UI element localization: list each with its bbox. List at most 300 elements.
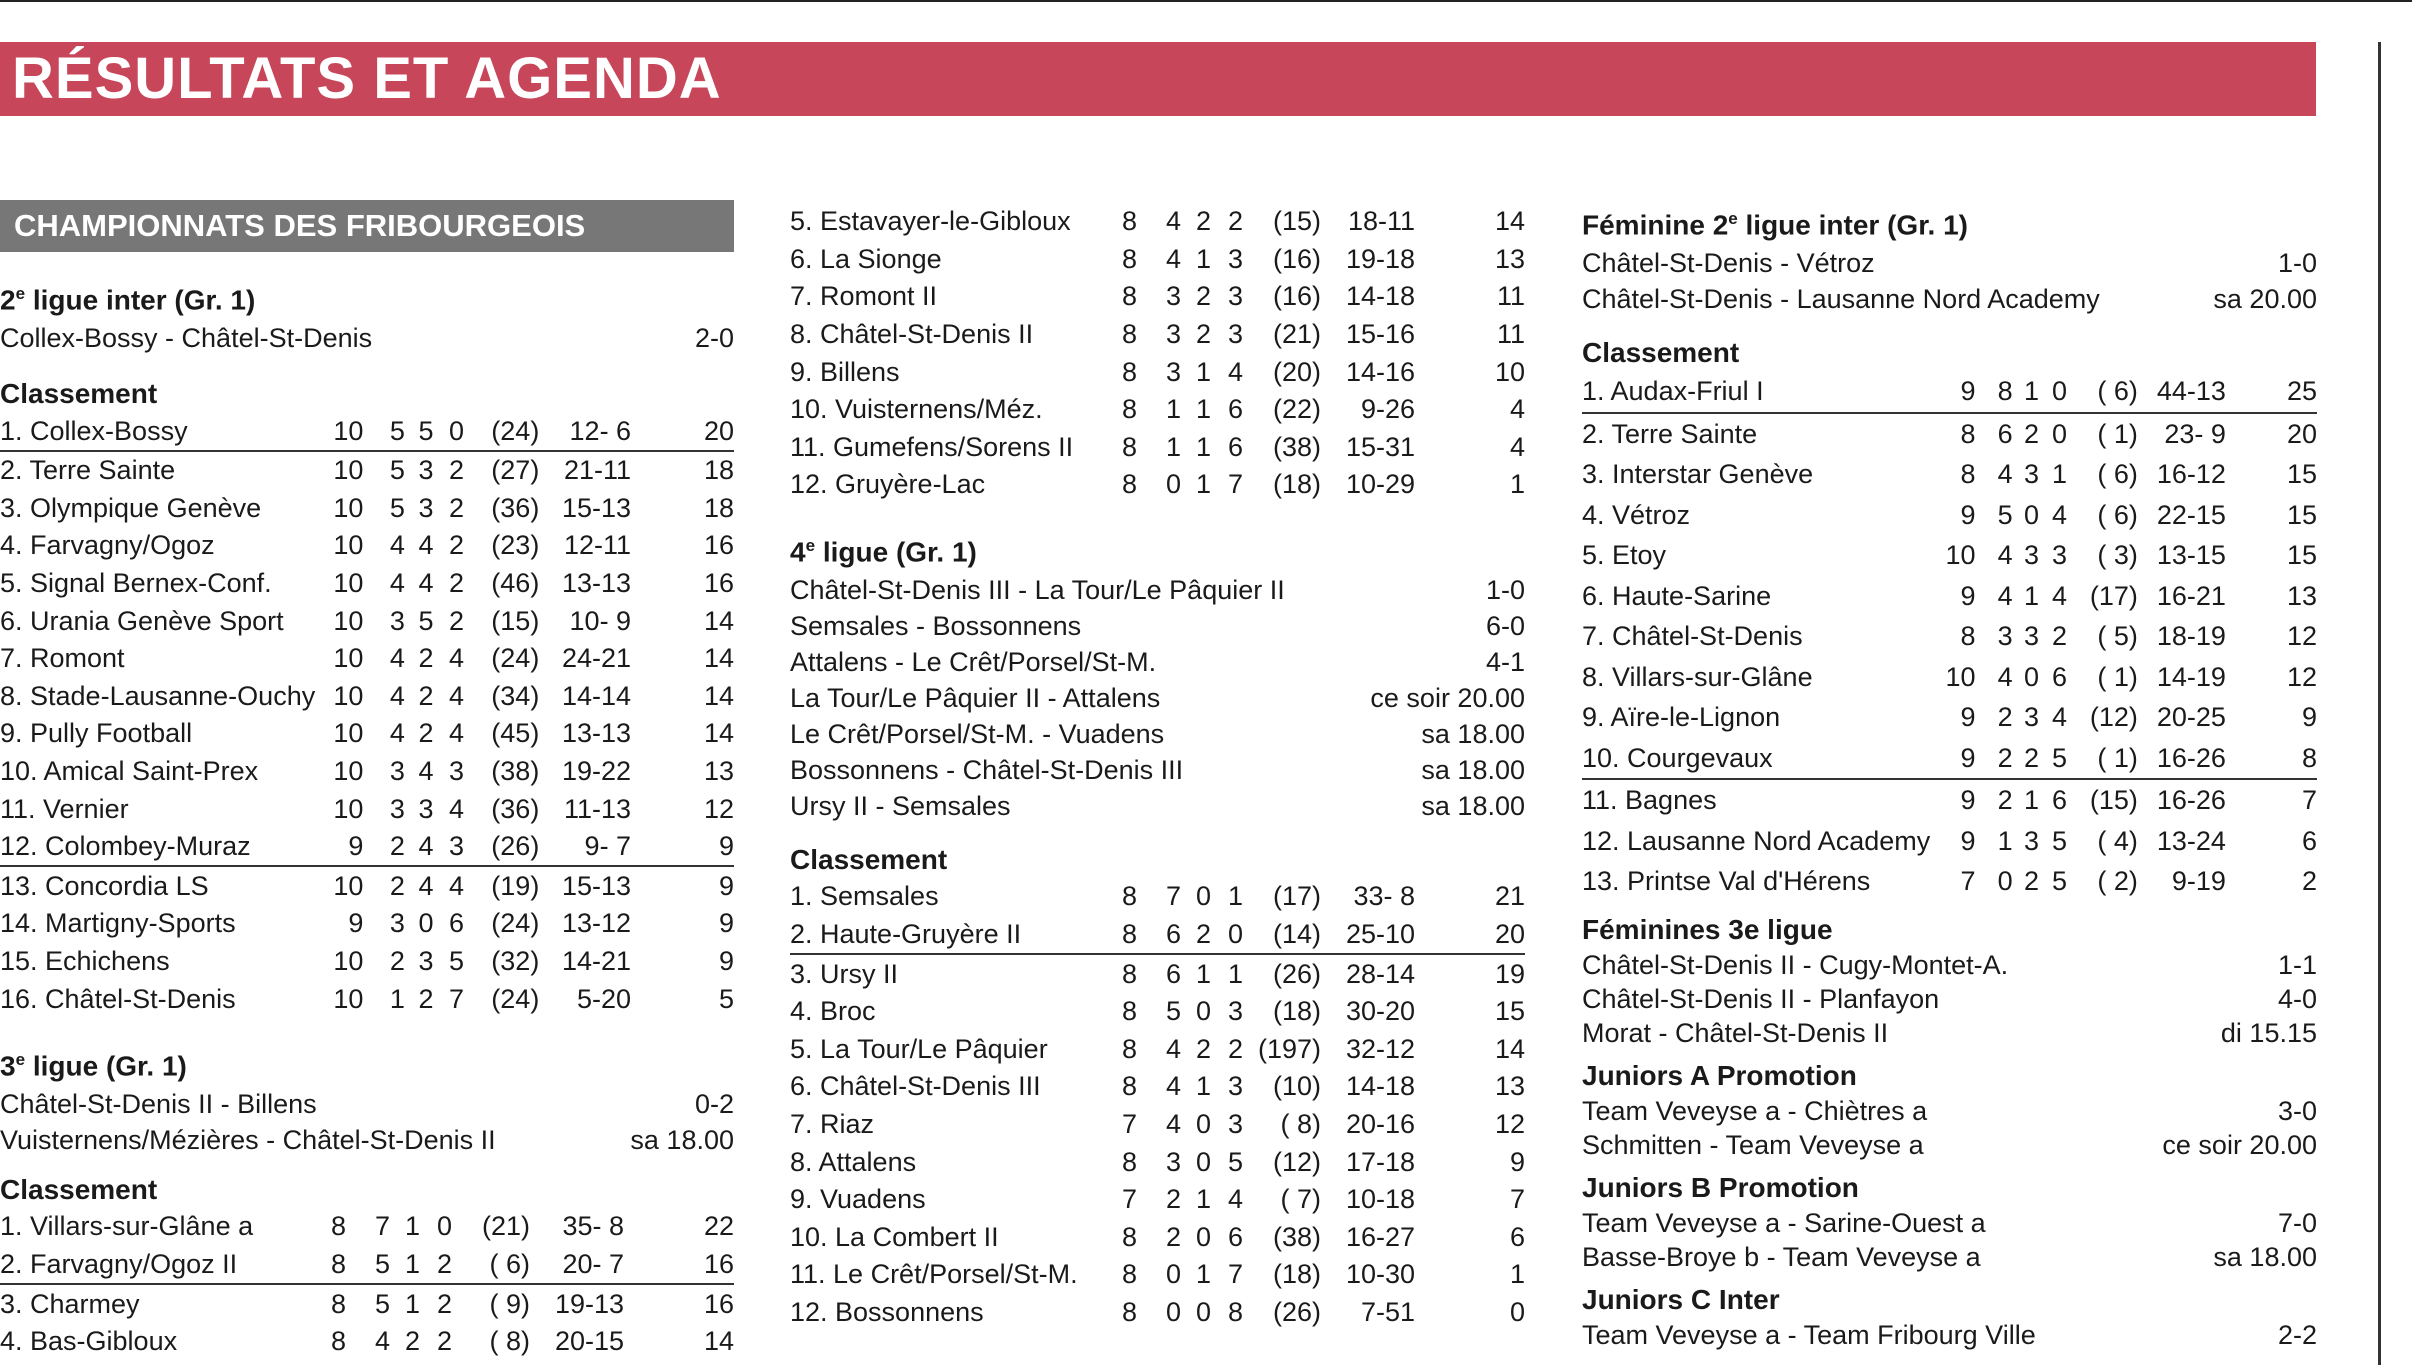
won: 1: [1165, 431, 1181, 462]
team-name: 7. Châtel-St-Denis: [1582, 621, 1803, 652]
table-row: [0, 905, 734, 943]
table-row: [790, 1181, 1525, 1219]
points: 18: [703, 455, 734, 486]
goal-diff: 32-12: [1345, 1033, 1415, 1064]
lost: 4: [448, 793, 464, 824]
match-row: [1582, 1240, 2317, 1274]
team-name: 9. Aïre-le-Lignon: [1582, 702, 1781, 733]
drawn: 4: [418, 530, 434, 561]
lost: 3: [1227, 281, 1243, 312]
points: 9: [1509, 1146, 1525, 1177]
played: 8: [1960, 459, 1976, 490]
table-row: [790, 203, 1525, 241]
drawn: 3: [418, 492, 434, 523]
table-row: [1582, 535, 2317, 576]
won: 3: [1165, 281, 1181, 312]
match-teams: Schmitten - Team Veveyse a: [1582, 1129, 1924, 1160]
points: 16: [703, 530, 734, 561]
goal-diff: 44-13: [2138, 371, 2226, 413]
team-name: 3. Olympique Genève: [0, 492, 262, 523]
lost: 0: [436, 1211, 452, 1242]
points: 13: [2286, 580, 2317, 611]
goal-diff: 5-20: [577, 983, 632, 1014]
lost: 3: [1227, 1108, 1243, 1139]
played: 9: [1960, 499, 1976, 530]
points: 11: [1496, 281, 1525, 312]
team-name: 5. Estavayer-le-Gibloux: [790, 206, 1071, 237]
penalty-points: (26): [1272, 958, 1321, 989]
group-title: Juniors A Promotion: [1582, 1059, 1857, 1091]
goal-diff: 35- 8: [562, 1211, 624, 1242]
team-name: 2. Terre Sainte: [0, 455, 176, 486]
penalty-points: (24): [491, 643, 540, 674]
goal-diff: 9- 7: [539, 828, 631, 867]
match-teams: Châtel-St-Denis II - Billens: [0, 1089, 317, 1120]
won: 3: [1165, 1146, 1181, 1177]
match-row: [0, 320, 734, 356]
drawn: 2: [1195, 281, 1211, 312]
points: 13: [1494, 1071, 1525, 1102]
penalty-points: (24): [464, 412, 539, 451]
goal-diff: 19-13: [554, 1288, 624, 1319]
points: 14: [703, 1326, 734, 1357]
points: 13: [703, 755, 734, 786]
match-row: [790, 752, 1525, 788]
match-teams: Châtel-St-Denis - Vétroz: [1582, 248, 1875, 279]
goal-diff: 15-13: [562, 492, 632, 523]
lost: 2: [420, 1246, 452, 1285]
match-row: [790, 572, 1525, 608]
drawn: 1: [1195, 356, 1211, 387]
lost: 2: [1227, 206, 1243, 237]
match-row: [0, 1086, 734, 1122]
played: 8: [1121, 206, 1137, 237]
points: 15: [2286, 459, 2317, 490]
goal-diff: 19-18: [1345, 243, 1415, 274]
penalty-points: (14): [1243, 916, 1321, 955]
table-row: [790, 1106, 1525, 1144]
lost: 6: [448, 908, 464, 939]
penalty-points: (27): [491, 455, 540, 486]
points: 2: [2301, 866, 2317, 897]
points: 14: [1494, 206, 1525, 237]
goal-diff: 16-27: [1345, 1221, 1415, 1252]
points: 20: [631, 412, 734, 451]
penalty-points: ( 8): [489, 1326, 530, 1357]
team-name: 11. Gumefens/Sorens II: [790, 431, 1074, 462]
goal-diff: 25-10: [1321, 916, 1415, 955]
table-row: [790, 391, 1525, 429]
table-row: [1582, 779, 2317, 821]
match-result: 1-0: [2277, 248, 2317, 279]
won: 5: [374, 1288, 390, 1319]
standings-table: [1582, 371, 2317, 902]
team-name: 10. Vuisternens/Méz.: [790, 394, 1043, 425]
table-row: [1582, 454, 2317, 495]
goal-diff: 10- 9: [569, 605, 632, 636]
won: 5: [346, 1246, 390, 1285]
points: 20: [1415, 916, 1525, 955]
won: 4: [389, 680, 405, 711]
played: 8: [1121, 881, 1137, 912]
played: 9: [348, 908, 364, 939]
penalty-points: (18): [1272, 469, 1321, 500]
points: 4: [1509, 394, 1525, 425]
goal-diff: 24-21: [562, 643, 632, 674]
played: 7: [1121, 1108, 1137, 1139]
group-title: Féminines 3e ligue: [1582, 913, 1833, 945]
played: 8: [1121, 356, 1137, 387]
table-row: [790, 241, 1525, 279]
lost: 6: [1227, 1221, 1243, 1252]
won: 1: [1997, 825, 2013, 856]
lost: 0: [2051, 418, 2067, 449]
team-name: 5. Signal Bernex-Conf.: [0, 568, 272, 598]
lost: 3: [434, 828, 464, 867]
standings-table: [0, 1208, 734, 1360]
match-row: [1582, 1094, 2317, 1128]
match-row: [1582, 281, 2317, 317]
points: 18: [703, 492, 734, 523]
penalty-points: (17): [1272, 881, 1321, 912]
drawn: 4: [405, 828, 434, 867]
played: 9: [1960, 825, 1976, 856]
lost: 2: [436, 1326, 452, 1357]
points: 0: [1509, 1296, 1525, 1327]
points: 12: [2286, 621, 2317, 652]
drawn: 0: [1195, 1221, 1211, 1252]
penalty-points: ( 6): [2097, 499, 2138, 530]
team-name: 12. Colombey-Muraz: [0, 828, 315, 867]
penalty-points: (38): [1272, 431, 1321, 462]
played: 8: [296, 1246, 346, 1285]
won: 5: [363, 412, 404, 451]
goal-diff: 20-25: [2156, 702, 2226, 733]
penalty-points: ( 1): [2067, 738, 2138, 780]
goal-diff: 28-14: [1345, 958, 1415, 989]
section-title: CHAMPIONNATS DES FRIBOURGEOIS: [0, 200, 734, 252]
lost: 2: [448, 455, 464, 486]
match-row: [1582, 1016, 2317, 1050]
match-row: [1582, 1128, 2317, 1162]
played: 9: [1960, 785, 1976, 816]
lost: 4: [1227, 1184, 1243, 1215]
team-name: 2. Terre Sainte: [1582, 418, 1758, 449]
penalty-points: (34): [491, 680, 540, 711]
won: 3: [389, 605, 405, 636]
match-teams: Le Crêt/Porsel/St-M. - Vuadens: [790, 719, 1165, 750]
won: 4: [1997, 540, 2013, 571]
match-row: [1582, 982, 2317, 1016]
team-name: 8. Villars-sur-Glâne: [1582, 661, 1813, 692]
goal-diff: 22-15: [2156, 499, 2226, 530]
points: 13: [1494, 243, 1525, 274]
team-name: 10. Courgevaux: [1582, 738, 1930, 780]
drawn: 3: [2024, 621, 2040, 652]
table-row: [0, 677, 734, 715]
match-teams: Team Veveyse a - Chiètres a: [1582, 1095, 1928, 1126]
team-name: 4. Vétroz: [1582, 499, 1691, 530]
team-name: 3. Charmey: [0, 1288, 140, 1319]
penalty-points: (23): [491, 530, 540, 561]
league-title: 3e ligue (Gr. 1): [0, 1049, 187, 1082]
table-row: [790, 954, 1525, 993]
lost: 3: [1227, 319, 1243, 350]
drawn: 1: [1195, 431, 1211, 462]
played: 8: [330, 1288, 346, 1319]
goal-diff: 13-24: [2156, 825, 2226, 856]
table-row: [1582, 738, 2317, 780]
won: 1: [1165, 394, 1181, 425]
penalty-points: (12): [2089, 702, 2138, 733]
drawn: 0: [1195, 1108, 1211, 1139]
team-name: 2. Haute-Gruyère II: [790, 916, 1087, 955]
played: 9: [315, 828, 363, 867]
page-title: RÉSULTATS ET AGENDA: [0, 42, 2316, 116]
lost: 4: [448, 643, 464, 674]
lost: 2: [2051, 621, 2067, 652]
team-name: 11. Le Crêt/Porsel/St-M.: [790, 1259, 1078, 1290]
won: 3: [1997, 621, 2013, 652]
team-name: 8. Stade-Lausanne-Ouchy: [0, 680, 316, 711]
league-title: Féminine 2e ligue inter (Gr. 1): [1582, 209, 1968, 241]
drawn: 1: [2013, 371, 2039, 413]
won: 2: [1165, 1184, 1181, 1215]
team-name: 7. Romont: [0, 643, 125, 674]
lost: 7: [1227, 1259, 1243, 1290]
match-result: 2-2: [2277, 1319, 2317, 1350]
drawn: 1: [404, 1288, 420, 1319]
lost: 0: [2039, 371, 2067, 413]
points: 1: [1509, 469, 1525, 500]
played: 10: [1945, 661, 1976, 692]
classement-label: Classement: [1582, 337, 1740, 369]
group-title: Juniors C Inter: [1582, 1283, 1780, 1315]
goal-diff: 12- 6: [539, 412, 631, 451]
points: 8: [2226, 738, 2317, 780]
match-result: 2-0: [694, 323, 734, 354]
drawn: 3: [2024, 459, 2040, 490]
match-row: [790, 716, 1525, 752]
penalty-points: (15): [1272, 206, 1321, 237]
lost: 0: [1211, 916, 1243, 955]
drawn: 1: [1195, 1259, 1211, 1290]
won: 4: [1997, 580, 2013, 611]
team-name: 5. La Tour/Le Pâquier: [790, 1033, 1048, 1064]
goal-diff: 18-11: [1347, 206, 1415, 237]
table-row: [790, 993, 1525, 1031]
table-row: [1582, 495, 2317, 536]
points: 14: [703, 680, 734, 711]
drawn: 3: [418, 455, 434, 486]
lost: 5: [2051, 866, 2067, 897]
played: 8: [330, 1211, 346, 1242]
team-name: 10. Amical Saint-Prex: [0, 755, 259, 786]
played: 8: [1121, 469, 1137, 500]
points: 14: [703, 605, 734, 636]
won: 0: [1165, 1296, 1181, 1327]
penalty-points: (24): [491, 983, 540, 1014]
lost: 3: [448, 755, 464, 786]
table-row: [0, 828, 734, 867]
drawn: 1: [404, 1211, 420, 1242]
goal-diff: 14-21: [562, 945, 632, 976]
played: 9: [1960, 702, 1976, 733]
drawn: 1: [1195, 1184, 1211, 1215]
won: 5: [389, 455, 405, 486]
drawn: 0: [1195, 1146, 1211, 1177]
played: 10: [333, 870, 364, 901]
played: 8: [330, 1326, 346, 1357]
won: 4: [1165, 243, 1181, 274]
won: 2: [1165, 1221, 1181, 1252]
won: 7: [374, 1211, 390, 1242]
won: 4: [389, 530, 405, 561]
penalty-points: (38): [1272, 1221, 1321, 1252]
played: 10: [333, 530, 364, 561]
penalty-points: ( 5): [2097, 621, 2138, 652]
goal-diff: 15-16: [1345, 319, 1415, 350]
team-name: 11. Vernier: [0, 793, 129, 824]
penalty-points: (26): [1272, 1296, 1321, 1327]
played: 8: [1121, 958, 1137, 989]
lost: 2: [448, 530, 464, 561]
penalty-points: (36): [491, 492, 540, 523]
match-result: 4-0: [2277, 983, 2317, 1014]
won: 2: [389, 870, 405, 901]
goal-diff: 21-11: [564, 455, 632, 486]
team-name: 13. Concordia LS: [0, 870, 209, 901]
penalty-points: ( 9): [489, 1288, 530, 1319]
league-title: 4e ligue (Gr. 1): [790, 535, 977, 568]
drawn: 3: [2024, 702, 2040, 733]
match-teams: Bossonnens - Châtel-St-Denis III: [790, 755, 1184, 786]
won: 3: [389, 908, 405, 939]
match-result: 1-1: [2277, 949, 2317, 980]
drawn: 0: [418, 908, 434, 939]
table-row: [790, 466, 1525, 504]
team-name: 6. Haute-Sarine: [1582, 580, 1772, 611]
points: 4: [1509, 431, 1525, 462]
drawn: 1: [1195, 958, 1211, 989]
penalty-points: (16): [1272, 243, 1321, 274]
drawn: 2: [418, 680, 434, 711]
match-teams: Châtel-St-Denis III - La Tour/Le Pâquier II: [790, 575, 1285, 606]
match-result: sa 18.00: [1421, 755, 1525, 786]
lost: 4: [448, 680, 464, 711]
penalty-points: ( 8): [1280, 1108, 1321, 1139]
drawn: 3: [2024, 825, 2040, 856]
lost: 7: [1227, 469, 1243, 500]
won: 4: [1165, 1108, 1181, 1139]
points: 7: [1509, 1184, 1525, 1215]
penalty-points: ( 4): [2097, 825, 2138, 856]
match-row: [790, 608, 1525, 644]
penalty-points: (17): [2089, 580, 2138, 611]
team-name: 14. Martigny-Sports: [0, 908, 236, 939]
lost: 3: [1227, 996, 1243, 1027]
penalty-points: (32): [491, 945, 540, 976]
goal-diff: 30-20: [1345, 996, 1415, 1027]
table-row: [0, 866, 734, 905]
lost: 4: [2051, 580, 2067, 611]
penalty-points: (18): [1272, 996, 1321, 1027]
team-name: 4. Bas-Gibloux: [0, 1326, 178, 1357]
played: 9: [1930, 738, 1975, 780]
match-teams: Semsales - Bossonnens: [790, 611, 1082, 642]
table-row: [1582, 861, 2317, 902]
table-row: [1582, 657, 2317, 698]
won: 3: [389, 793, 405, 824]
team-name: 8. Châtel-St-Denis II: [790, 319, 1034, 350]
played: 10: [333, 643, 364, 674]
team-name: 10. La Combert II: [790, 1221, 999, 1252]
team-name: 3. Ursy II: [790, 958, 899, 989]
points: 14: [1494, 1033, 1525, 1064]
match-teams: Collex-Bossy - Châtel-St-Denis: [0, 323, 373, 354]
goal-diff: 20-15: [554, 1326, 624, 1357]
drawn: 4: [418, 870, 434, 901]
played: 9: [1930, 371, 1975, 413]
penalty-points: ( 1): [2097, 418, 2138, 449]
team-name: 4. Broc: [790, 996, 876, 1027]
lost: 6: [1227, 431, 1243, 462]
match-result: sa 18.00: [1421, 719, 1525, 750]
drawn: 2: [2024, 418, 2040, 449]
team-name: 11. Bagnes: [1582, 785, 1717, 816]
points: 14: [703, 718, 734, 749]
points: 9: [631, 828, 734, 867]
played: 8: [1121, 1146, 1137, 1177]
goal-diff: 14-19: [2156, 661, 2226, 692]
lost: 2: [448, 568, 464, 598]
played: 8: [1960, 621, 1976, 652]
team-name: 6. La Sionge: [790, 243, 942, 274]
match-result: 0-2: [694, 1089, 734, 1120]
match-row: [1582, 1318, 2317, 1352]
table-row: [0, 490, 734, 528]
won: 4: [374, 1326, 390, 1357]
points: 16: [624, 1246, 734, 1285]
team-name: 15. Echichens: [0, 945, 170, 976]
drawn: 2: [2024, 866, 2040, 897]
penalty-points: ( 6): [2097, 459, 2138, 490]
won: 3: [389, 755, 405, 786]
drawn: 1: [2024, 580, 2040, 611]
points: 22: [703, 1211, 734, 1242]
penalty-points: (45): [491, 718, 540, 749]
match-result: ce soir 20.00: [1370, 683, 1525, 714]
table-row: [790, 1068, 1525, 1106]
goal-diff: 18-19: [2156, 621, 2226, 652]
match-result: di 15.15: [2220, 1017, 2317, 1048]
table-row: [790, 1143, 1525, 1181]
table-row: [0, 790, 734, 828]
points: 12: [2286, 661, 2317, 692]
match-result: 3-0: [2277, 1095, 2317, 1126]
team-name: 1. Audax-Friul I: [1582, 371, 1930, 413]
team-name: 6. Urania Genève Sport: [0, 605, 284, 636]
goal-diff: 10-30: [1345, 1259, 1415, 1290]
goal-diff: 19-22: [562, 755, 632, 786]
table-row: [790, 429, 1525, 467]
match-result: sa 18.00: [630, 1125, 734, 1156]
points: 6: [2301, 825, 2317, 856]
won: 2: [1997, 785, 2013, 816]
penalty-points: (197): [1257, 1033, 1321, 1064]
team-name: 12. Lausanne Nord Academy: [1582, 825, 1931, 856]
goal-diff: 13-15: [2156, 540, 2226, 571]
